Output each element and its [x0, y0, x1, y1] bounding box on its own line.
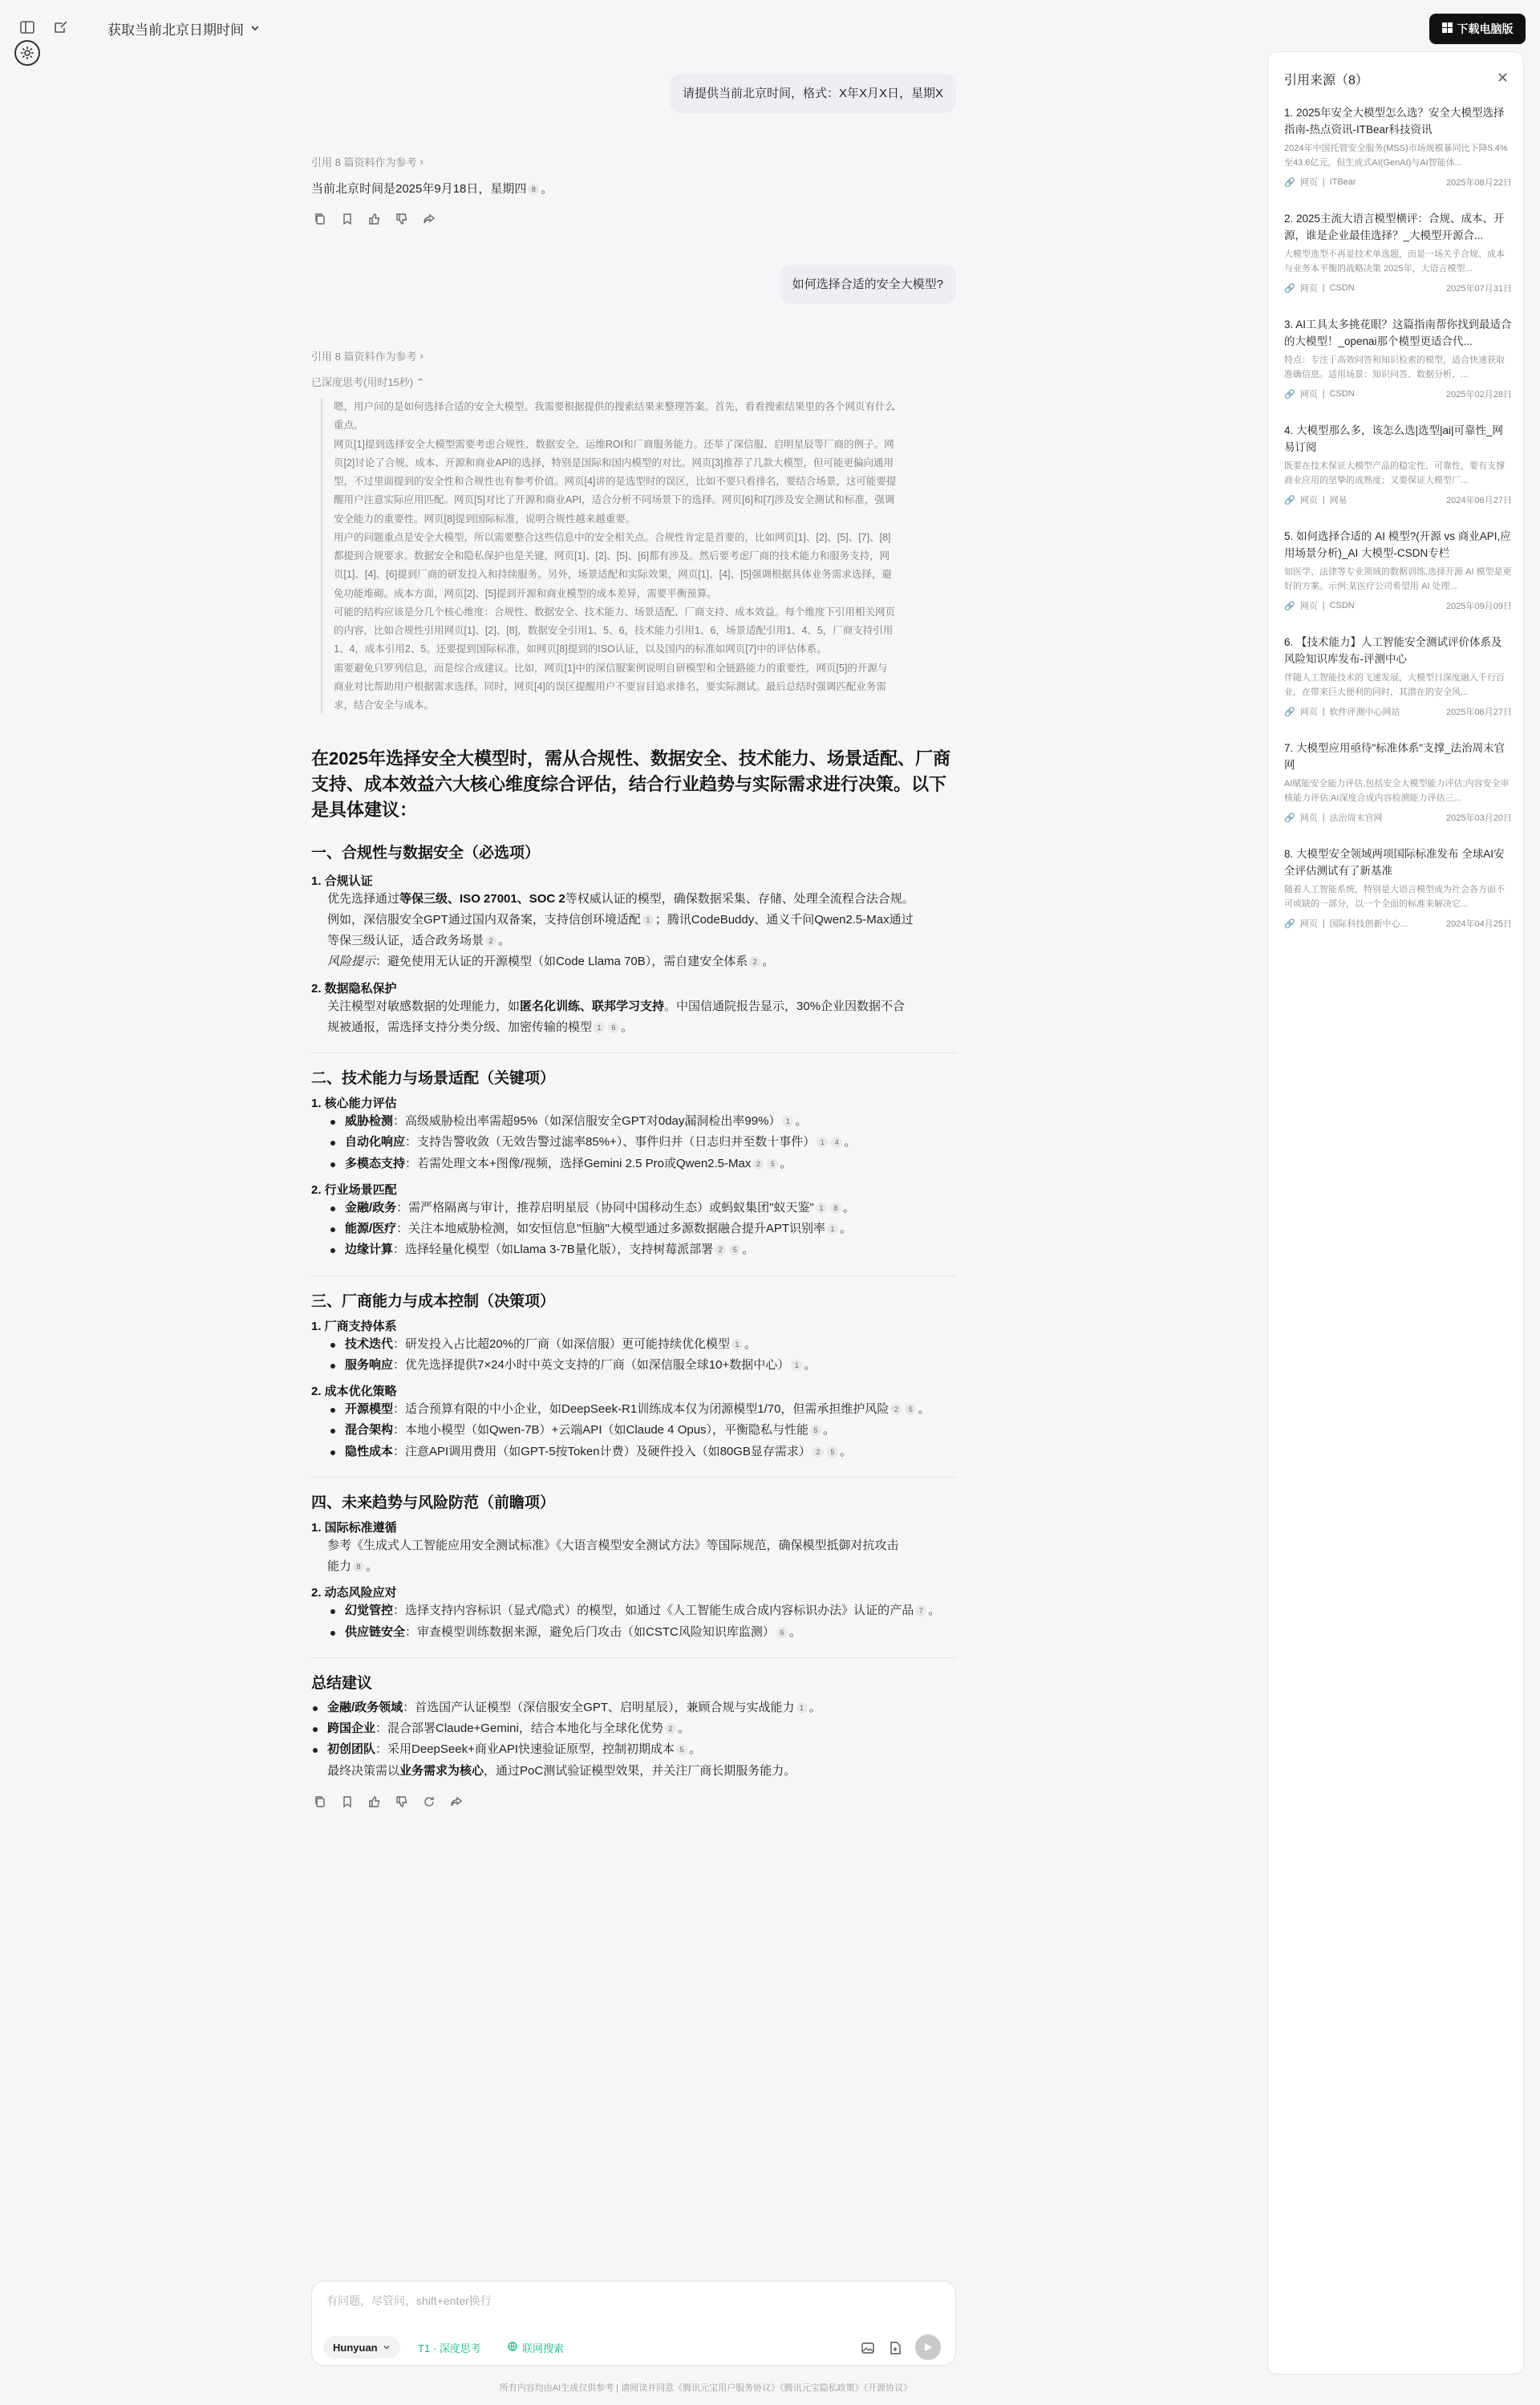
thinking-line: 免功能堆砌。成本方面，网页[2]、[5]提到开源和商业模型的成本差异，需要平衡预算。: [334, 587, 717, 599]
citation-badge[interactable]: 1: [642, 915, 654, 926]
reference-item[interactable]: [1284, 846, 1512, 930]
copy-icon[interactable]: [313, 212, 327, 226]
message-input-box[interactable]: [311, 2281, 956, 2366]
subsection-heading: 1. 国际标准遵循: [311, 1520, 397, 1535]
reference-meta: [1284, 493, 1512, 506]
citation-badge[interactable]: 1: [594, 1022, 605, 1033]
link-icon: 🔗: [1284, 919, 1295, 929]
subsection-heading: 2. 数据隐私保护: [311, 981, 397, 996]
new-chat-icon[interactable]: [51, 18, 71, 37]
user-message: 请提供当前北京时间，格式：X年X月X日，星期X: [670, 74, 956, 113]
list-item: 能源/医疗：关注本地威胁检测，如安恒信息"恒脑"大模型通过多源数据融合提升APT识别率 1 。: [329, 1219, 956, 1239]
thinking-line: 用户的问题重点是安全大模型，所以需要整合这些信息中的安全相关点。合规性肯定是首要的，比如网页[1]、[2]、[5]、[7]、[8]: [334, 531, 891, 543]
thinking-line: 商业对比帮助用户根据需求选择。同时，网页[4]的误区提醒用户不要盲目追求排名，要实际测试。最后总结时强调匹配业务需: [334, 680, 886, 692]
section-heading: 二、技术能力与场景适配（关键项）: [311, 1070, 556, 1088]
reference-title: 2. 2025主流大语言模型横评：合规、成本、开源，谁是企业最佳选择？_大模型开源合...: [1284, 213, 1505, 241]
link-icon: 🔗: [1284, 389, 1295, 399]
text: ：关注本地威胁检测，如安恒信息"恒脑"大模型通过多源数据融合提升APT识别率: [396, 1222, 825, 1236]
bold-text: 威胁检测: [345, 1114, 394, 1129]
model-selector[interactable]: [323, 2336, 400, 2358]
thinking-line: 需要避免只罗列信息，而是综合成建议。比如，网页[1]中的深信服案例说明自研模型和全链路能力的重要性，网页[5]的开源与: [334, 662, 888, 674]
reference-type: 网页: [1299, 708, 1318, 717]
reference-date: 2025年08月22日: [1446, 178, 1512, 188]
citation-badge[interactable]: 1: [817, 1137, 828, 1148]
paragraph: 风险提示：避免使用无认证的开源模型（如Code Llama 70B），需自建安全体系 2 。: [327, 955, 775, 969]
paragraph: 能力 8 。: [327, 1559, 379, 1574]
citation-badge[interactable]: 5: [676, 1744, 687, 1755]
thinking-line: 可能的结构应该是分几个核心维度：合规性、数据安全、技术能力、场景适配、厂商支持、成本效益。每个维度下引用相关网页: [334, 606, 896, 618]
meta-separator: |: [1322, 177, 1325, 187]
divider: [311, 1477, 956, 1478]
deep-thinking-label: 已深度思考(用时15秒): [311, 376, 414, 388]
citation-badge[interactable]: 2: [715, 1244, 726, 1255]
send-button[interactable]: [915, 2334, 941, 2360]
citation-badge[interactable]: 5: [905, 1404, 916, 1415]
thinking-line: 的内容，比如合规性引用网页[1]、[2]、[8]，数据安全引用1、5、6，技术能力引用1、6，场景适配引用1、4、5，厂商支持引用: [334, 625, 894, 636]
thinking-content: [321, 398, 954, 715]
answer-text: 当前北京时间是2025年9月18日，星期四: [311, 182, 527, 196]
bold-text: 多模态支持: [345, 1156, 406, 1170]
link-icon: 🔗: [1284, 177, 1295, 188]
reference-type: 网页: [1299, 284, 1318, 294]
reference-item[interactable]: [1284, 105, 1512, 189]
list-item: 初创团队：采用DeepSeek+商业API快速验证原型，控制初期成本 5 。: [311, 1739, 956, 1760]
share-icon[interactable]: [449, 1795, 464, 1809]
reference-item[interactable]: [1284, 423, 1512, 506]
bold-text: 业务需求为核心: [399, 1763, 484, 1778]
citation-badge[interactable]: 6: [776, 1627, 788, 1638]
subsection-heading: 2. 行业场景匹配: [311, 1182, 397, 1197]
citation-badge[interactable]: 1: [796, 1702, 808, 1714]
text: ；腾讯CodeBuddy、通义千问Qwen2.5-Max通过: [654, 912, 914, 927]
citation-badge[interactable]: 5: [827, 1446, 838, 1458]
text: 规被通报，需选择支持分类分级、加密传输的模型: [327, 1020, 593, 1034]
bold-text: 混合架构: [345, 1423, 394, 1438]
reference-date: 2025年07月31日: [1446, 284, 1512, 294]
reference-type: 网页: [1299, 178, 1318, 188]
meta-separator: |: [1322, 495, 1325, 505]
thinking-line: 1、4，成本引用2、5。还要提到国际标准，如网页[8]提到的ISO认证，以及国内的标准如网页[7]中的评估体系。: [334, 643, 827, 655]
citation-badge[interactable]: 2: [749, 956, 760, 967]
paragraph: 参考《生成式人工智能应用安全测试标准》《大语言模型安全测试方法》等国际规范，确保模型抵御对抗攻击: [327, 1538, 899, 1552]
citation-badge[interactable]: 5: [767, 1158, 778, 1170]
download-desktop-label: 下载电脑版: [1457, 22, 1514, 35]
reference-item[interactable]: [1284, 635, 1512, 718]
citation-badge[interactable]: 1: [791, 1360, 802, 1371]
reference-site: 软件评测中心网站: [1329, 708, 1400, 717]
list-item: 多模态支持：若需处理文本+图像/视频，选择Gemini 2.5 Pro或Qwen2.5-Max 2 5 。: [329, 1154, 956, 1174]
bold-text: 开源模型: [345, 1402, 394, 1417]
list-item: 技术迭代：研发投入占比超20%的厂商（如深信服）更可能持续优化模型 1 。: [329, 1334, 956, 1355]
citation-badge[interactable]: 1: [782, 1116, 793, 1127]
text: ：支持告警收敛（无效告警过滤率85%+）、事件归并（日志归并至数十事件）: [405, 1135, 816, 1150]
link-icon: 🔗: [1284, 283, 1295, 294]
list-item: 金融/政务领域：首选国产认证模型（深信服安全GPT、启明星辰），兼顾合规与实战能力 1 。: [311, 1697, 956, 1718]
answer-actions: [313, 1795, 956, 1809]
thumbs-up-icon[interactable]: [367, 212, 382, 226]
text: 等保三级认证，适合政务场景: [327, 934, 484, 948]
bold-text: 幻觉管控: [345, 1604, 394, 1618]
bold-text: 隐性成本: [345, 1444, 394, 1458]
reference-meta: [1284, 917, 1512, 930]
references-label: 引用 8 篇资料作为参考: [311, 156, 417, 168]
references-label: 引用 8 篇资料作为参考: [311, 351, 417, 363]
sidebar-toggle-icon[interactable]: [18, 18, 37, 37]
reference-type: 网页: [1299, 919, 1318, 929]
reference-meta: [1284, 705, 1512, 718]
user-message: 如何选择合适的安全大模型?: [780, 265, 956, 304]
divider: [311, 1657, 956, 1658]
chevron-down-icon: [250, 21, 260, 37]
text: 关注模型对敏感数据的处理能力，如: [327, 999, 521, 1013]
italic-text: 风险提示: [327, 955, 376, 969]
reference-date: 2025年03月20日: [1446, 813, 1512, 823]
paragraph: 等保三级认证，适合政务场景 2 。: [327, 934, 511, 948]
chevron-right-icon: ›: [419, 350, 424, 362]
reference-site: CSDN: [1329, 601, 1355, 610]
reference-snippet: 伴随人工智能技术的飞速发展，大模型日深度融入千行百业，在带来巨大便利的同时，其潜在的安全风...: [1284, 673, 1505, 697]
text: ：审查模型训练数据来源，避免后门攻击（如CSTC风险知识库监测）: [405, 1624, 775, 1639]
list-item: 自动化响应：支持告警收敛（无效告警过滤率85%+）、事件归并（日志归并至数十事件） 1 4 。: [329, 1132, 956, 1153]
link-icon: 🔗: [1284, 601, 1295, 611]
text: 例如，深信服安全GPT通过国内双备案，支持信创环境适配: [327, 912, 641, 927]
subsection-heading: 1. 合规认证: [311, 874, 373, 888]
reference-title: 5. 如何选择合适的 AI 模型?(开源 vs 商业API,应用场景分析)_AI 大模型-CSDN专栏: [1284, 530, 1511, 559]
reference-meta: [1284, 599, 1512, 612]
reference-title: 3. AI工具太多挑花眼？这篇指南帮你找到最适合的大模型！_openai那个模型更适合代...: [1284, 318, 1512, 347]
meta-separator: |: [1322, 813, 1325, 822]
citation-badge[interactable]: 8: [353, 1561, 364, 1572]
reference-date: 2024年06月27日: [1446, 496, 1512, 505]
section-heading: 一、合规性与数据安全（必选项）: [311, 844, 541, 862]
reference-site: ITBear: [1329, 177, 1356, 187]
regenerate-icon[interactable]: [422, 1795, 436, 1809]
text: ：采用DeepSeek+商业API快速验证原型，控制初期成本: [375, 1742, 675, 1757]
thinking-line: 页[1]、[4]、[6]提到厂商的研发投入和持续服务。另外，场景适配和实际效果，网页[1]、[4]、[5]强调根据具体业务需求选择，避: [334, 569, 892, 581]
list-item: 威胁检测：高级威胁检出率需超95%（如深信服安全GPT对0day漏洞检出率99%） 1 。: [329, 1111, 956, 1132]
citation-badge[interactable]: 7: [915, 1605, 926, 1616]
reference-meta: [1284, 176, 1512, 189]
windows-icon: [1442, 22, 1453, 35]
link-icon: 🔗: [1284, 495, 1295, 505]
subsection-heading: 1. 厂商支持体系: [311, 1319, 397, 1333]
reference-item[interactable]: [1284, 529, 1512, 612]
reference-snippet: 2024年中国托管安全服务(MSS)市场规模暴同比下降5.4%至43.6亿元，但生成式AI(GenAI)与AI智能体...: [1284, 144, 1508, 168]
text: ：本地小模型（如Qwen-7B）+云端API（如Claude 4 Opus），平衡隐私与性能: [393, 1423, 809, 1438]
bold-text: 等保三级、ISO 27001、SOC 2: [399, 891, 565, 906]
citation-badge[interactable]: 1: [816, 1202, 827, 1214]
share-icon[interactable]: [422, 212, 436, 226]
citation-badge[interactable]: 6: [608, 1022, 619, 1033]
paragraph: [311, 996, 956, 1017]
text: ，通过PoC测试验证模型效果，并关注厂商长期服务能力。: [484, 1763, 796, 1778]
top-bar: [0, 0, 1267, 55]
paragraph: [311, 1761, 956, 1782]
reference-meta: [1284, 811, 1512, 824]
reference-site: 网易: [1329, 496, 1348, 505]
reference-item[interactable]: [1284, 317, 1512, 400]
reference-site: 国际科技创新中心...: [1329, 919, 1408, 929]
thinking-line: 嗯，用户问的是如何选择合适的安全大模型。我需要根据提供的搜索结果来整理答案。首先，看看搜索结果里的各个网页有什么: [334, 401, 896, 412]
bullet-list: [311, 1334, 956, 1377]
list-item: 开源模型：适合预算有限的中小企业，如DeepSeek-R1训练成本仅为闭源模型1/70，但需承担维护风险 2 5 。: [329, 1399, 956, 1420]
list-item: 供应链安全：审查模型训练数据来源，避免后门攻击（如CSTC风险知识库监测） 6 。: [329, 1622, 956, 1643]
send-icon: [922, 2342, 934, 2353]
text: ：适合预算有限的中小企业，如DeepSeek-R1训练成本仅为闭源模型1/70，但需承担维护风险: [393, 1402, 890, 1417]
text: ：首选国产认证模型（深信服安全GPT、启明星辰），兼顾合规与实战能力: [403, 1700, 795, 1714]
paragraph: [311, 910, 956, 931]
reference-type: 网页: [1299, 390, 1318, 399]
meta-separator: |: [1322, 601, 1325, 610]
text: ：注意API调用费用（如GPT-5按Token计费）及硬件投入（如80GB显存需求）: [393, 1444, 811, 1458]
subsection-heading: 2. 成本优化策略: [311, 1385, 397, 1399]
thinking-line: 都提到合规要求。数据安全和隐私保护也是关键，网页[1]、[2]、[5]、[6]都有涉及。然后要考虑厂商的技术能力和服务支持，网: [334, 550, 890, 562]
text: ：选择轻量化模型（如Llama 3-7B量化版），支持树莓派部署: [393, 1243, 714, 1257]
bold-text: 初创团队: [327, 1742, 376, 1757]
thinking-line: 重点。: [334, 420, 364, 432]
section-heading: 三、厂商能力与成本控制（决策项）: [311, 1292, 556, 1310]
text: ：高级威胁检出率需超95%（如深信服安全GPT对0day漏洞检出率99%）: [393, 1114, 781, 1129]
meta-separator: |: [1322, 919, 1325, 928]
reference-snippet: AI赋能安全能力评估,包括安全大模型能力评估;内容安全审核能力评估;AI深度合成内容检测能力评估三...: [1284, 779, 1510, 803]
link-icon: 🔗: [1284, 813, 1295, 823]
message-input-placeholder[interactable]: 有问题，尽管问，shift+enter换行: [326, 2294, 492, 2307]
bold-text: 服务响应: [345, 1357, 394, 1372]
bold-text: 能源/医疗: [345, 1222, 397, 1236]
citation-badge[interactable]: 1: [827, 1223, 838, 1235]
reference-item[interactable]: [1284, 211, 1512, 294]
reference-meta: [1284, 387, 1512, 400]
reference-title: 4. 大模型那么多，该怎么选|选型|ai|可靠性_网易订阅: [1284, 424, 1504, 453]
section-heading: 四、未来趋势与风险防范（前瞻项）: [311, 1494, 556, 1511]
bold-text: 匿名化训练、联邦学习支持: [520, 999, 665, 1013]
thinking-line: 网页[1]提到选择安全大模型需要考虑合规性、数据安全、运维ROI和厂商服务能力。还举了深信服、启明星辰等厂商的例子。网: [334, 438, 894, 450]
thumbs-down-icon[interactable]: [395, 1795, 409, 1809]
chevron-right-icon: ›: [419, 156, 424, 168]
thinking-line: 求，结合安全与成本。: [334, 700, 435, 711]
reference-title: 7. 大模型应用亟待"标准体系"支撑_法治周末官网: [1284, 742, 1506, 771]
reference-site: 法治周末官网: [1329, 813, 1383, 823]
reference-snippet: 特点：专注于高效问答和知识检索的模型，适合快速获取准确信息。适用场景：知识问答、数据分析、...: [1284, 355, 1505, 379]
close-icon[interactable]: ✕: [1496, 70, 1509, 86]
assistant-answer-body: [311, 746, 956, 1809]
bold-text: 供应链安全: [345, 1624, 406, 1639]
references-panel: [1267, 51, 1524, 2375]
meta-separator: |: [1322, 707, 1325, 716]
thinking-line: 页[2]讨论了合规、成本、开源和商业API的选择，特别是国际和国内模型的对比。网页[3]推荐了几款大模型，但可能更偏向通用: [334, 456, 894, 468]
settings-gear-icon[interactable]: [14, 40, 40, 66]
meta-separator: |: [1322, 283, 1325, 293]
thinking-line: 型，不过里面提到的安全性和合规性也有参考价值。网页[4]讲的是选型时的误区，比如不要只看排名，要结合场景，这可能要提: [334, 476, 897, 487]
bold-text: 技术迭代: [345, 1336, 394, 1351]
text: ：需严格隔离与审计，推荐启明星辰（协同中国移动生态）或蚂蚁集团"蚁天鉴": [396, 1200, 814, 1215]
bullet-list: [311, 1399, 956, 1462]
reference-site: CSDN: [1329, 283, 1355, 293]
list-item: 服务响应：优先选择提供7×24小时中英文支持的厂商（如深信服全球10+数据中心） 1 。: [329, 1355, 956, 1376]
reference-type: 网页: [1299, 496, 1318, 505]
bold-text: 跨国企业: [327, 1722, 376, 1736]
text: ：优先选择提供7×24小时中英文支持的厂商（如深信服全球10+数据中心）: [393, 1357, 790, 1372]
list-item: 边缘计算：选择轻量化模型（如Llama 3-7B量化版），支持树莓派部署 2 5 。: [329, 1239, 956, 1260]
citation-badge[interactable]: 2: [813, 1446, 824, 1458]
citation-badge[interactable]: 5: [729, 1244, 740, 1255]
reference-date: 2025年02月28日: [1446, 390, 1512, 399]
paragraph: [311, 889, 956, 910]
deep-thinking-toggle[interactable]: [311, 374, 425, 389]
reference-date: 2025年06月27日: [1446, 708, 1512, 717]
text: ：若需处理文本+图像/视频，选择Gemini 2.5 Pro或Qwen2.5-Max: [405, 1156, 752, 1170]
reference-meta: [1284, 282, 1512, 294]
list-item: 金融/政务：需严格隔离与审计，推荐启明星辰（协同中国移动生态）或蚂蚁集团"蚁天鉴" 1 8 。: [329, 1198, 956, 1219]
citation-badge[interactable]: 8: [528, 184, 539, 195]
thumbs-down-icon[interactable]: [395, 212, 409, 226]
reference-type: 网页: [1299, 602, 1318, 611]
reference-item[interactable]: [1284, 740, 1512, 824]
text: ：选择支持内容标识（显式/隐式）的模型，如通过《人工智能生成合成内容标识办法》认证的产品: [393, 1604, 914, 1618]
file-upload-icon[interactable]: [888, 2341, 902, 2359]
bullet-list: [311, 1198, 956, 1261]
citation-badge[interactable]: 8: [830, 1202, 841, 1214]
text: 优先选择通过: [327, 891, 400, 906]
deep-thinking-toggle[interactable]: [408, 2336, 491, 2358]
citation-badge[interactable]: 2: [890, 1404, 902, 1415]
text: 能力: [327, 1559, 352, 1574]
chevron-down-icon: [383, 2342, 391, 2354]
chevron-up-icon: ⌃: [415, 376, 425, 388]
deep-thinking-chip-label: T1 · 深度思考: [418, 2342, 481, 2354]
reference-title: 6. 【技术能力】人工智能安全测试评价体系及风险知识库发布-评测中心: [1284, 636, 1502, 665]
subsection-heading: 1. 核心能力评估: [311, 1097, 397, 1111]
citation-badge[interactable]: 2: [485, 935, 496, 947]
conversation-title-text: 获取当前北京日期时间: [107, 22, 244, 38]
thinking-line: 安全能力的重要性。网页[8]提到国际标准，说明合规性越来越重要。: [334, 513, 636, 525]
footer-disclaimer: 所有内容均由AI生成仅供参考 | 请阅读并同意《腾讯元宝用户服务协议》《腾讯元宝隐私政策》《开源协议》: [499, 2383, 913, 2393]
citation-badge[interactable]: 4: [831, 1137, 842, 1148]
divider: [311, 1052, 956, 1053]
bullet-list: [311, 1697, 956, 1761]
reference-snippet: 如医学、法律等专业领域的数据训练,选择开源 AI 模型是更好的方案。示例:某医疗公司希望用 AI 处理...: [1284, 567, 1512, 591]
paragraph: 规被通报，需选择支持分类分级、加密传输的模型 1 6 。: [327, 1020, 634, 1034]
citation-badge[interactable]: 1: [732, 1339, 743, 1350]
image-upload-icon[interactable]: [861, 2341, 875, 2359]
assistant-answer: 当前北京时间是2025年9月18日，星期四 8 。: [311, 182, 553, 196]
reference-title: 8. 大模型安全领域两项国际标准发布 全球AI安全评估测试有了新基准: [1284, 848, 1505, 877]
meta-separator: |: [1322, 389, 1325, 399]
reference-snippet: 大模型选型不再是技术单选题，而是一场关乎合规、成本与业务本平衡的战略决策 2025年，大语言模型...: [1284, 249, 1505, 274]
text: 最终决策需以: [327, 1763, 400, 1778]
globe-icon: [508, 2342, 517, 2354]
bullet-list: [311, 1111, 956, 1174]
web-search-chip-label: 联网搜索: [522, 2342, 565, 2354]
references-link[interactable]: [311, 154, 424, 169]
list-item: 幻觉管控：选择支持内容标识（显式/隐式）的模型，如通过《人工智能生成合成内容标识办法》认证的产品 7 。: [329, 1600, 956, 1621]
reference-date: 2025年09月09日: [1446, 602, 1512, 611]
text: ：研发投入占比超20%的厂商（如深信服）更可能持续优化模型: [393, 1336, 731, 1351]
conversation-title[interactable]: [107, 18, 260, 39]
bookmark-icon[interactable]: [340, 1795, 355, 1809]
model-selector-label: Hunyuan: [333, 2341, 378, 2354]
reference-snippet: 随着人工智能系统，特别是大语言模型成为社会各方面不可或缺的一部分，以一个全面的标准来解决它...: [1284, 885, 1505, 909]
reference-snippet: 既要在技术保证大模型产品的稳定性、可靠性，要有支撑商业应用的坚挚的成熟度；又要保证大模型厂...: [1284, 461, 1505, 485]
references-link[interactable]: [311, 348, 424, 363]
text: ：避免使用无认证的开源模型（如Code Llama 70B），需自建安全体系: [375, 955, 748, 969]
reference-title: 1. 2025年安全大模型怎么选？安全大模型选择指南-热点资讯-ITBear科技资讯: [1284, 107, 1505, 136]
text: 等权威认证的模型，确保数据采集、存储、处理全流程合法合规。: [565, 891, 914, 906]
reference-type: 网页: [1299, 813, 1318, 823]
citation-badge[interactable]: 5: [810, 1425, 821, 1436]
bold-text: 金融/政务领域: [327, 1700, 403, 1714]
bookmark-icon[interactable]: [340, 212, 355, 226]
bold-text: 自动化响应: [345, 1135, 406, 1150]
list-item: 隐性成本：注意API调用费用（如GPT-5按Token计费）及硬件投入（如80GB显存需求） 2 5 。: [329, 1442, 956, 1462]
reference-date: 2024年04月25日: [1446, 919, 1512, 929]
thumbs-up-icon[interactable]: [367, 1795, 382, 1809]
text: ：混合部署Claude+Gemini，结合本地化与全球化优势: [375, 1722, 663, 1736]
subsection-heading: 2. 动态风险应对: [311, 1586, 397, 1600]
answer-lead-heading: 在2025年选择安全大模型时，需从合规性、数据安全、技术能力、场景适配、厂商支持、成本效益六大核心维度综合评估，结合行业趋势与实际需求进行决策。以下是具体建议：: [311, 748, 950, 820]
copy-icon[interactable]: [313, 1795, 327, 1809]
download-desktop-button[interactable]: [1429, 14, 1526, 44]
answer-actions: [313, 212, 436, 226]
section-heading: 总结建议: [311, 1674, 373, 1692]
web-search-toggle[interactable]: [498, 2336, 573, 2358]
text: 。中国信通院报告显示，30%企业因数据不合: [664, 999, 906, 1013]
citation-badge[interactable]: 2: [752, 1158, 764, 1170]
thinking-line: 醒用户注意实际应用匹配。网页[5]对比了开源和商业API，适合分析不同场景下的选择。网页[6]和[7]涉及安全测试和标准，强调: [334, 494, 895, 506]
list-item: 混合架构：本地小模型（如Qwen-7B）+云端API（如Claude 4 Opus），平衡隐私与性能 5 。: [329, 1420, 956, 1441]
bold-text: 边缘计算: [345, 1243, 394, 1257]
references-panel-title: 引用来源（8）: [1284, 74, 1368, 87]
bullet-list: [311, 1600, 956, 1643]
list-item: 跨国企业：混合部署Claude+Gemini，结合本地化与全球化优势 2 。: [311, 1718, 956, 1739]
bold-text: 金融/政务: [345, 1200, 397, 1215]
link-icon: 🔗: [1284, 707, 1295, 717]
citation-badge[interactable]: 2: [665, 1723, 676, 1734]
reference-site: CSDN: [1329, 389, 1355, 399]
